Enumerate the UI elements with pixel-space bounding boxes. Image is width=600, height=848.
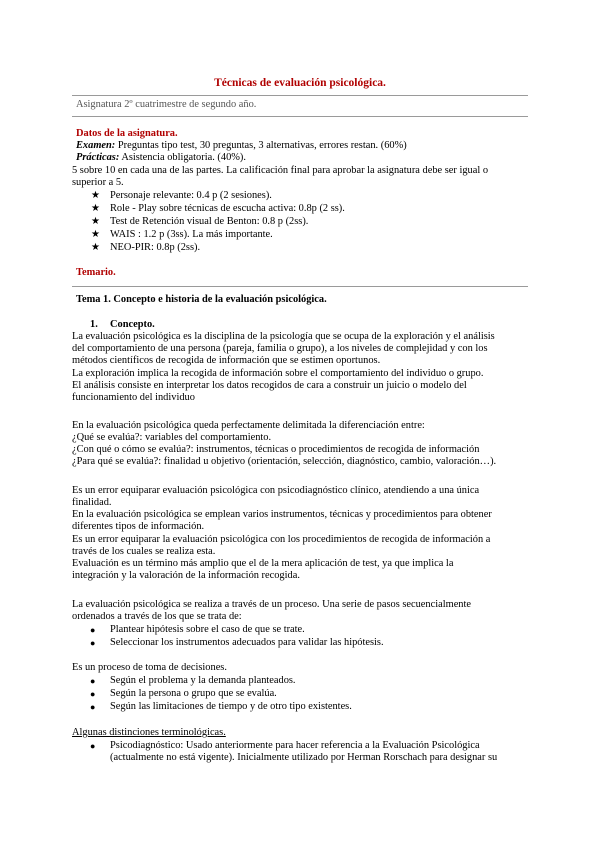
subtitle: Asignatura 2º cuatrimestre de segundo año.	[76, 99, 257, 110]
star-icon: ★	[91, 229, 100, 240]
star-icon: ★	[91, 242, 100, 253]
text-line: Evaluación es un término más amplio que el de la mera aplicación de test, ya que implica la	[72, 558, 454, 569]
star-icon: ★	[91, 190, 100, 201]
text-line: La evaluación psicológica es la disciplina de la psicología que se ocupa de la exploración y el análisis	[72, 331, 495, 342]
bullet-icon: ●	[90, 702, 96, 712]
examen-label: Examen:	[76, 140, 116, 151]
text-line: La exploración implica la recogida de información sobre el comportamiento del individuo o grupo.	[72, 368, 484, 379]
bullet-icon: ●	[90, 689, 96, 699]
star-icon: ★	[91, 216, 100, 227]
text-line: El análisis consiste en interpretar los datos recogidos de cara a construir un juicio o modelo del	[72, 380, 467, 391]
datos-heading: Datos de la asignatura.	[76, 128, 178, 139]
bullet-icon: ●	[90, 741, 96, 751]
text-line: ¿Para qué se evalúa?: finalidad u objetivo (orientación, selección, diagnóstico, cambio, valoración…).	[72, 456, 497, 467]
examen-line	[76, 140, 407, 152]
bullet-icon: ●	[90, 638, 96, 648]
nota-line-1: 5 sobre 10 en cada una de las partes. La calificación final para aprobar la asignatura debe ser igual o	[72, 165, 489, 176]
text-line: Es un proceso de toma de decisiones.	[72, 662, 227, 673]
proceso-item: Plantear hipótesis sobre el caso de que se trate.	[110, 624, 305, 635]
practica-item: Test de Retención visual de Benton: 0.8 p (2ss).	[110, 216, 309, 227]
decision-item: Según las limitaciones de tiempo y de otro tipo existentes.	[110, 701, 352, 712]
document-title: Técnicas de evaluación psicológica.	[214, 77, 386, 89]
bullet-icon: ●	[90, 676, 96, 686]
distinciones-heading: Algunas distinciones terminológicas.	[72, 727, 226, 738]
text-line: Es un error equiparar la evaluación psicológica con los procedimientos de recogida de información a	[72, 534, 491, 545]
proceso-item: Seleccionar los instrumentos adecuados para validar las hipótesis.	[110, 637, 384, 648]
text-line: ¿Qué se evalúa?: variables del comportamiento.	[72, 432, 272, 443]
bullet-icon: ●	[90, 625, 96, 635]
decision-item: Según la persona o grupo que se evalúa.	[110, 688, 277, 699]
text-line: finalidad.	[72, 497, 112, 508]
practicas-line	[76, 152, 246, 164]
nota-line-2: superior a 5.	[72, 177, 124, 188]
practica-item: Role - Play sobre técnicas de escucha activa: 0.8p (2 ss).	[110, 203, 345, 214]
text-line: Es un error equiparar evaluación psicológica con psicodiagnóstico clínico, atendiendo a una única	[72, 485, 480, 496]
text-line: integración y la valoración de la información recogida.	[72, 570, 300, 581]
practica-item: NEO-PIR: 0.8p (2ss).	[110, 242, 201, 253]
star-icon: ★	[91, 203, 100, 214]
distinciones-item: Psicodiagnóstico: Usado anteriormente para hacer referencia a la Evaluación Psicológica	[110, 740, 480, 751]
text-line: La evaluación psicológica se realiza a través de un proceso. Una serie de pasos secuencialmente	[72, 599, 471, 610]
text-line: del comportamiento de una persona (pareja, familia o grupo), a los niveles de complejidad y con los	[72, 343, 488, 354]
text-line: diferentes tipos de información.	[72, 521, 205, 532]
examen-text: Preguntas tipo test, 30 preguntas, 3 alternativas, errores restan. (60%)	[115, 140, 407, 151]
temario-heading: Temario.	[76, 267, 116, 278]
practicas-text: Asistencia obligatoria. (40%).	[119, 152, 246, 163]
tema1-heading: Tema 1. Concepto e historia de la evaluación psicológica.	[76, 294, 327, 305]
practica-item: WAIS : 1.2 p (3ss). La más importante.	[110, 229, 273, 240]
text-line: través de los cuales se realiza esta.	[72, 546, 216, 557]
practica-item: Personaje relevante: 0.4 p (2 sesiones).	[110, 190, 272, 201]
text-line: En la evaluación psicológica queda perfectamente delimitada la diferenciación entre:	[72, 420, 425, 431]
section-1-number: 1.	[90, 319, 98, 330]
text-line: métodos científicos de recogida de información que se estimen oportunos.	[72, 355, 381, 366]
text-line: En la evaluación psicológica se emplean varios instrumentos, técnicas y procedimientos para obtener	[72, 509, 492, 520]
divider	[72, 286, 528, 287]
practicas-label: Prácticas:	[76, 152, 120, 163]
text-line: ¿Con qué o cómo se evalúa?: instrumentos, técnicas o procedimientos de recogida de información	[72, 444, 480, 455]
text-line: funcionamiento del individuo	[72, 392, 195, 403]
decision-item: Según el problema y la demanda planteados.	[110, 675, 296, 686]
text-line: ordenados a través de los que se trata de:	[72, 611, 242, 622]
section-1-title: Concepto.	[110, 319, 155, 330]
distinciones-item-cont: (actualmente no está vigente). Inicialmente utilizado por Herman Rorschach para designar su	[110, 752, 498, 763]
